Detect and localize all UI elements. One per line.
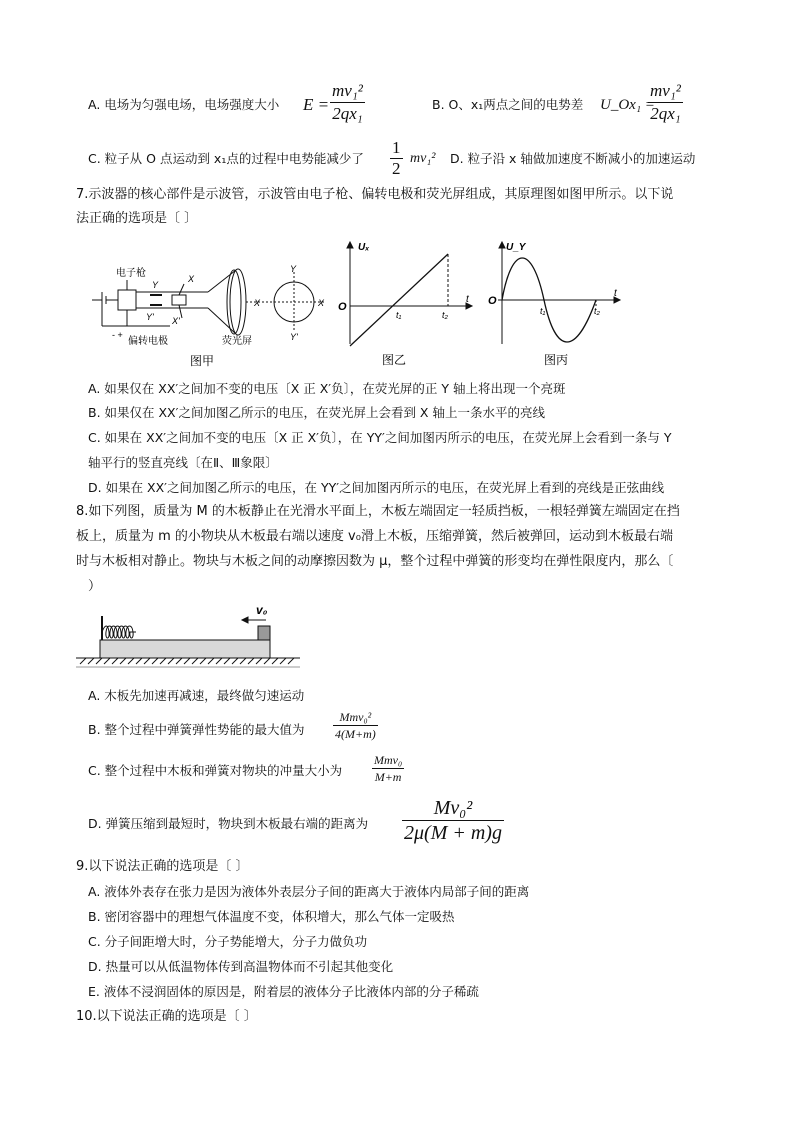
label-origin: O [488,295,497,307]
q8-stem-line1: 8.如下列图，质量为 M 的木板静止在光滑水平面上，木板左端固定一轻质挡板，一根轻弹簧左端固定在挡 [76,504,680,519]
label-electron-gun: 电子枪 [116,268,146,279]
caption-jia: 图甲 [190,354,215,368]
figure-jia-oscilloscope [88,262,328,372]
q7-stem-line2: 法正确的选项是〔 〕 [76,211,198,226]
q7-option-c-line1: C. 如果在 XX′之间加不变的电压〔X 正 X′负〕，在 YY′之间加图丙所示的电压，在荧光屏上会看到一条与 Y [88,430,672,445]
q6-option-b-eq: U_Ox₁ = [600,97,655,113]
label-x-prime: X' [172,316,180,326]
q6-option-a-eq: E = [303,95,330,114]
label-t2: t₂ [442,310,448,320]
q6-option-b-denominator: 2qx₁ [650,104,681,123]
spring [102,626,136,638]
figure-yi-sawtooth [336,236,476,372]
q8-option-d-fraction [402,796,504,845]
q9-option-d: D. 热量可以从低温物体传到高温物体而不引起其他变化 [88,959,394,974]
label-ux: Uₓ [358,242,370,253]
q7-option-b: B. 如果仅在 XX′之间加图乙所示的电压，在荧光屏上会看到 X 轴上一条水平的亮线 [88,405,545,420]
q8-option-c-numerator: Mmv₀ [374,753,403,767]
q6-option-b-text: B. O、x₁两点之间的电势差 [432,97,584,112]
block [258,626,270,640]
q9-stem: 9.以下说法正确的选项是〔 〕 [76,859,249,874]
q9-option-e: E. 液体不浸润固体的原因是，附着层的液体分子比液体内部的分子稀疏 [88,984,479,999]
figure-bing-sine [484,236,624,372]
q6-option-c-text: C. 粒子从 O 点运动到 x₁点的过程中电势能减少了 [88,151,364,166]
label-v0: v₀ [256,603,268,617]
q6-option-c-fraction [390,138,403,179]
label-screen: 荧光屏 [222,336,252,347]
label-t: t [614,288,617,299]
label-t1: t₁ [540,306,546,316]
q6-option-c-tail: mv₁² [410,151,436,166]
q6-option-b-numerator: mv₁² [648,80,683,103]
screen-ellipse [230,269,246,335]
board [100,640,270,658]
q8-option-c-fraction [372,752,404,785]
figure-spring-board [76,600,304,670]
q10-stem: 10.以下说法正确的选项是〔 〕 [76,1009,257,1024]
label-t2: t₂ [594,306,600,316]
q9-option-b: B. 密闭容器中的理想气体温度不变，体积增大，那么气体一定吸热 [88,909,455,924]
q6-option-d-text: D. 粒子沿 x 轴做加速度不断减小的加速运动 [450,151,696,166]
label-y: Y [152,280,159,290]
label-screen-x: X [318,298,325,308]
q7-option-c-line2: 轴平行的竖直亮线〔在Ⅱ、Ⅲ象限〕 [88,455,278,470]
q7-option-a: A. 如果仅在 XX′之间加不变的电压〔X 正 X′负〕，在荧光屏的正 Y 轴上将出现一个亮斑 [88,381,566,396]
q8-option-b-numerator: Mmv₀² [333,709,378,726]
q8-option-a: A. 木板先加速再减速，最终做匀速运动 [88,688,305,703]
x-plates [172,295,186,305]
q8-stem-line3: 时与木板相对静止。物块与木板之间的动摩擦因数为 μ，整个过程中弹簧的形变均在弹性限度内，那么〔 [76,554,674,569]
q8-option-b-fraction [333,709,378,742]
label-y-prime: Y' [146,312,154,322]
caption-bing: 图丙 [544,353,569,367]
label-uy: U_Y [506,242,526,253]
electron-gun-block [118,290,136,310]
q8-stem-line4: ） [88,579,102,594]
label-origin: O [338,301,347,313]
ground-hatch [80,658,294,664]
q8-option-b-denominator: 4(M+m) [335,727,376,741]
label-minus-plus: - + [112,330,123,340]
label-screen-yp: Y' [290,332,298,342]
q8-option-d-numerator: Mv₀² [402,796,504,821]
label-x: X [188,274,195,284]
q7-stem-line1: 7.示波器的核心部件是示波管，示波管由电子枪、偏转电极和荧光屏组成，其原理图如图甲所示。以下说 [76,187,674,202]
label-t1: t₁ [396,310,402,320]
q8-stem-line2: 板上，质量为 m 的小物块从木板最右端以速度 v₀滑上木板，压缩弹簧，然后被弹回，运动到木板最右端 [76,529,673,544]
q6-option-c-numerator: 1 [392,138,401,157]
q8-option-c-denominator: M+m [374,770,402,784]
q6-option-a-denominator: 2qx₁ [332,104,363,123]
caption-yi: 图乙 [382,353,407,367]
label-t: t [466,294,469,305]
q9-option-a: A. 液体外表存在张力是因为液体外表层分子间的距离大于液体内局部子间的距离 [88,884,530,899]
q9-option-c: C. 分子间距增大时，分子势能增大，分子力做负功 [88,934,368,949]
q7-option-d: D. 如果在 XX′之间加图乙所示的电压，在 YY′之间加图丙所示的电压，在荧光屏上看到的亮线是正弦曲线 [88,480,665,495]
q8-option-c-text: C. 整个过程中木板和弹簧对物块的冲量大小为 [88,763,343,778]
q8-option-b-text: B. 整个过程中弹簧弹性势能的最大值为 [88,722,305,737]
label-deflection-plates: 偏转电极 [128,336,168,347]
label-screen-xp: X [254,298,261,308]
q6-option-a-text: A. 电场为匀强电场，电场强度大小 [88,97,280,112]
q6-option-c-denominator: 2 [392,159,401,178]
q6-option-a-fraction [330,80,365,125]
q6-option-b-fraction [648,80,683,125]
sawtooth-line [350,254,448,346]
q8-option-d-text: D. 弹簧压缩到最短时，物块到木板最右端的距离为 [88,816,369,831]
q8-option-d-denominator: 2μ(M + m)g [404,822,502,844]
label-screen-y: Y [290,264,297,274]
q6-option-a-numerator: mv₁² [330,80,365,103]
